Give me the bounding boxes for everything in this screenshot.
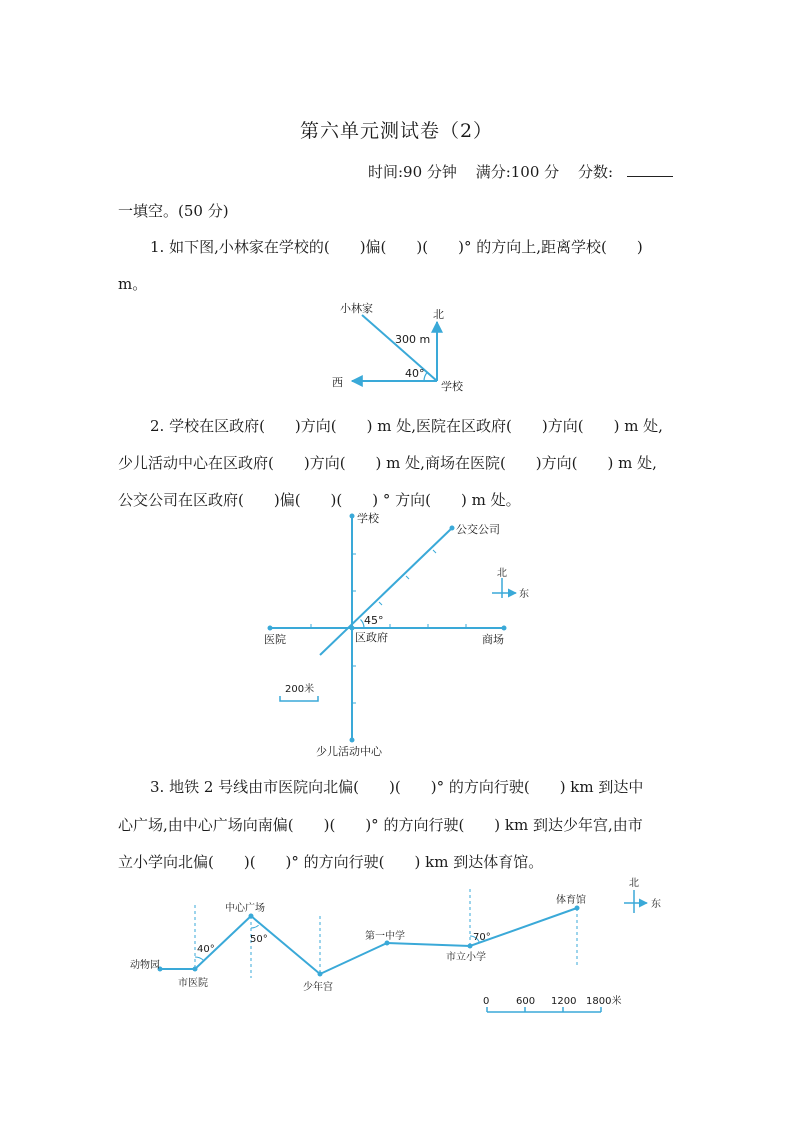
q3-center-square-label: 中心广场 <box>225 903 265 914</box>
q3-angle3-label: 70° <box>473 932 491 943</box>
q3-angle1-label: 40° <box>197 944 215 955</box>
q3-scale-tick-0: 0 <box>483 996 490 1007</box>
q3-scale-tick-1200: 1200 <box>551 996 577 1007</box>
q1-line-2: m。 <box>118 275 148 293</box>
full-score: 满分:100 分 <box>475 163 560 181</box>
q1-north-label: 北 <box>433 308 444 321</box>
q2-north-label: 北 <box>497 568 507 579</box>
q1-line-1: 1. 如下图,小林家在学校的( )偏( )( )° 的方向上,距离学校( ) <box>150 238 643 256</box>
q2-line-3: 公交公司在区政府( )偏( )( ) ° 方向( ) m 处。 <box>118 491 521 509</box>
q1-angle-label: 40° <box>405 367 425 380</box>
q1-school-label: 学校 <box>441 380 463 393</box>
q2-line-2: 少儿活动中心在区政府( )方向( ) m 处,商场在医院( )方向( ) m 处, <box>118 454 657 472</box>
time-limit: 时间:90 分钟 <box>368 163 457 181</box>
q3-line-1: 3. 地铁 2 号线由市医院向北偏( )( )° 的方向行驶( ) km 到达中 <box>150 778 644 796</box>
q1-west-label: 西 <box>332 376 343 389</box>
q3-city-primary-label: 市立小学 <box>446 952 486 963</box>
q2-children-center-label: 少儿活动中心 <box>316 745 382 758</box>
q3-scale-tick-600: 600 <box>516 996 536 1007</box>
q3-youth-palace-label: 少年宫 <box>303 982 333 993</box>
q3-zoo-label: 动物园 <box>130 960 160 971</box>
q3-angle2-label: 50° <box>250 934 268 945</box>
page-title: 第六单元测试卷（2） <box>299 120 494 142</box>
q2-bus-company-label: 公交公司 <box>456 523 500 536</box>
q3-stadium-label: 体育馆 <box>556 895 586 906</box>
q3-north-label: 北 <box>629 878 639 889</box>
section-heading: 一填空。(50 分) <box>118 202 229 220</box>
q3-city-hospital-label: 市医院 <box>178 978 208 989</box>
q2-angle-label: 45° <box>364 614 384 627</box>
q3-first-middle-school-label: 第一中学 <box>365 931 405 942</box>
q2-government-label: 区政府 <box>355 631 388 644</box>
q2-line-1: 2. 学校在区政府( )方向( ) m 处,医院在区政府( )方向( ) m 处, <box>150 417 663 435</box>
q1-home-label: 小林家 <box>340 302 373 315</box>
q2-mall-label: 商场 <box>482 633 504 646</box>
q2-school-label: 学校 <box>357 512 379 525</box>
q2-hospital-label: 医院 <box>264 633 286 646</box>
q3-scale-tick-1800: 1800米 <box>586 996 622 1007</box>
q3-angle-arc-1 <box>195 957 204 961</box>
q2-scale-label: 200米 <box>285 684 315 695</box>
q1-distance-label: 300 m <box>395 333 431 346</box>
q3-line-2: 心广场,由中心广场向南偏( )( )° 的方向行驶( ) km 到达少年宫,由市 <box>118 816 643 834</box>
q3-east-label: 东 <box>651 899 661 910</box>
q3-line-3: 立小学向北偏( )( )° 的方向行驶( ) km 到达体育馆。 <box>118 853 544 871</box>
score-label: 分数: <box>577 163 613 181</box>
q2-east-label: 东 <box>519 589 529 600</box>
q3-angle-arc-2 <box>251 925 259 928</box>
